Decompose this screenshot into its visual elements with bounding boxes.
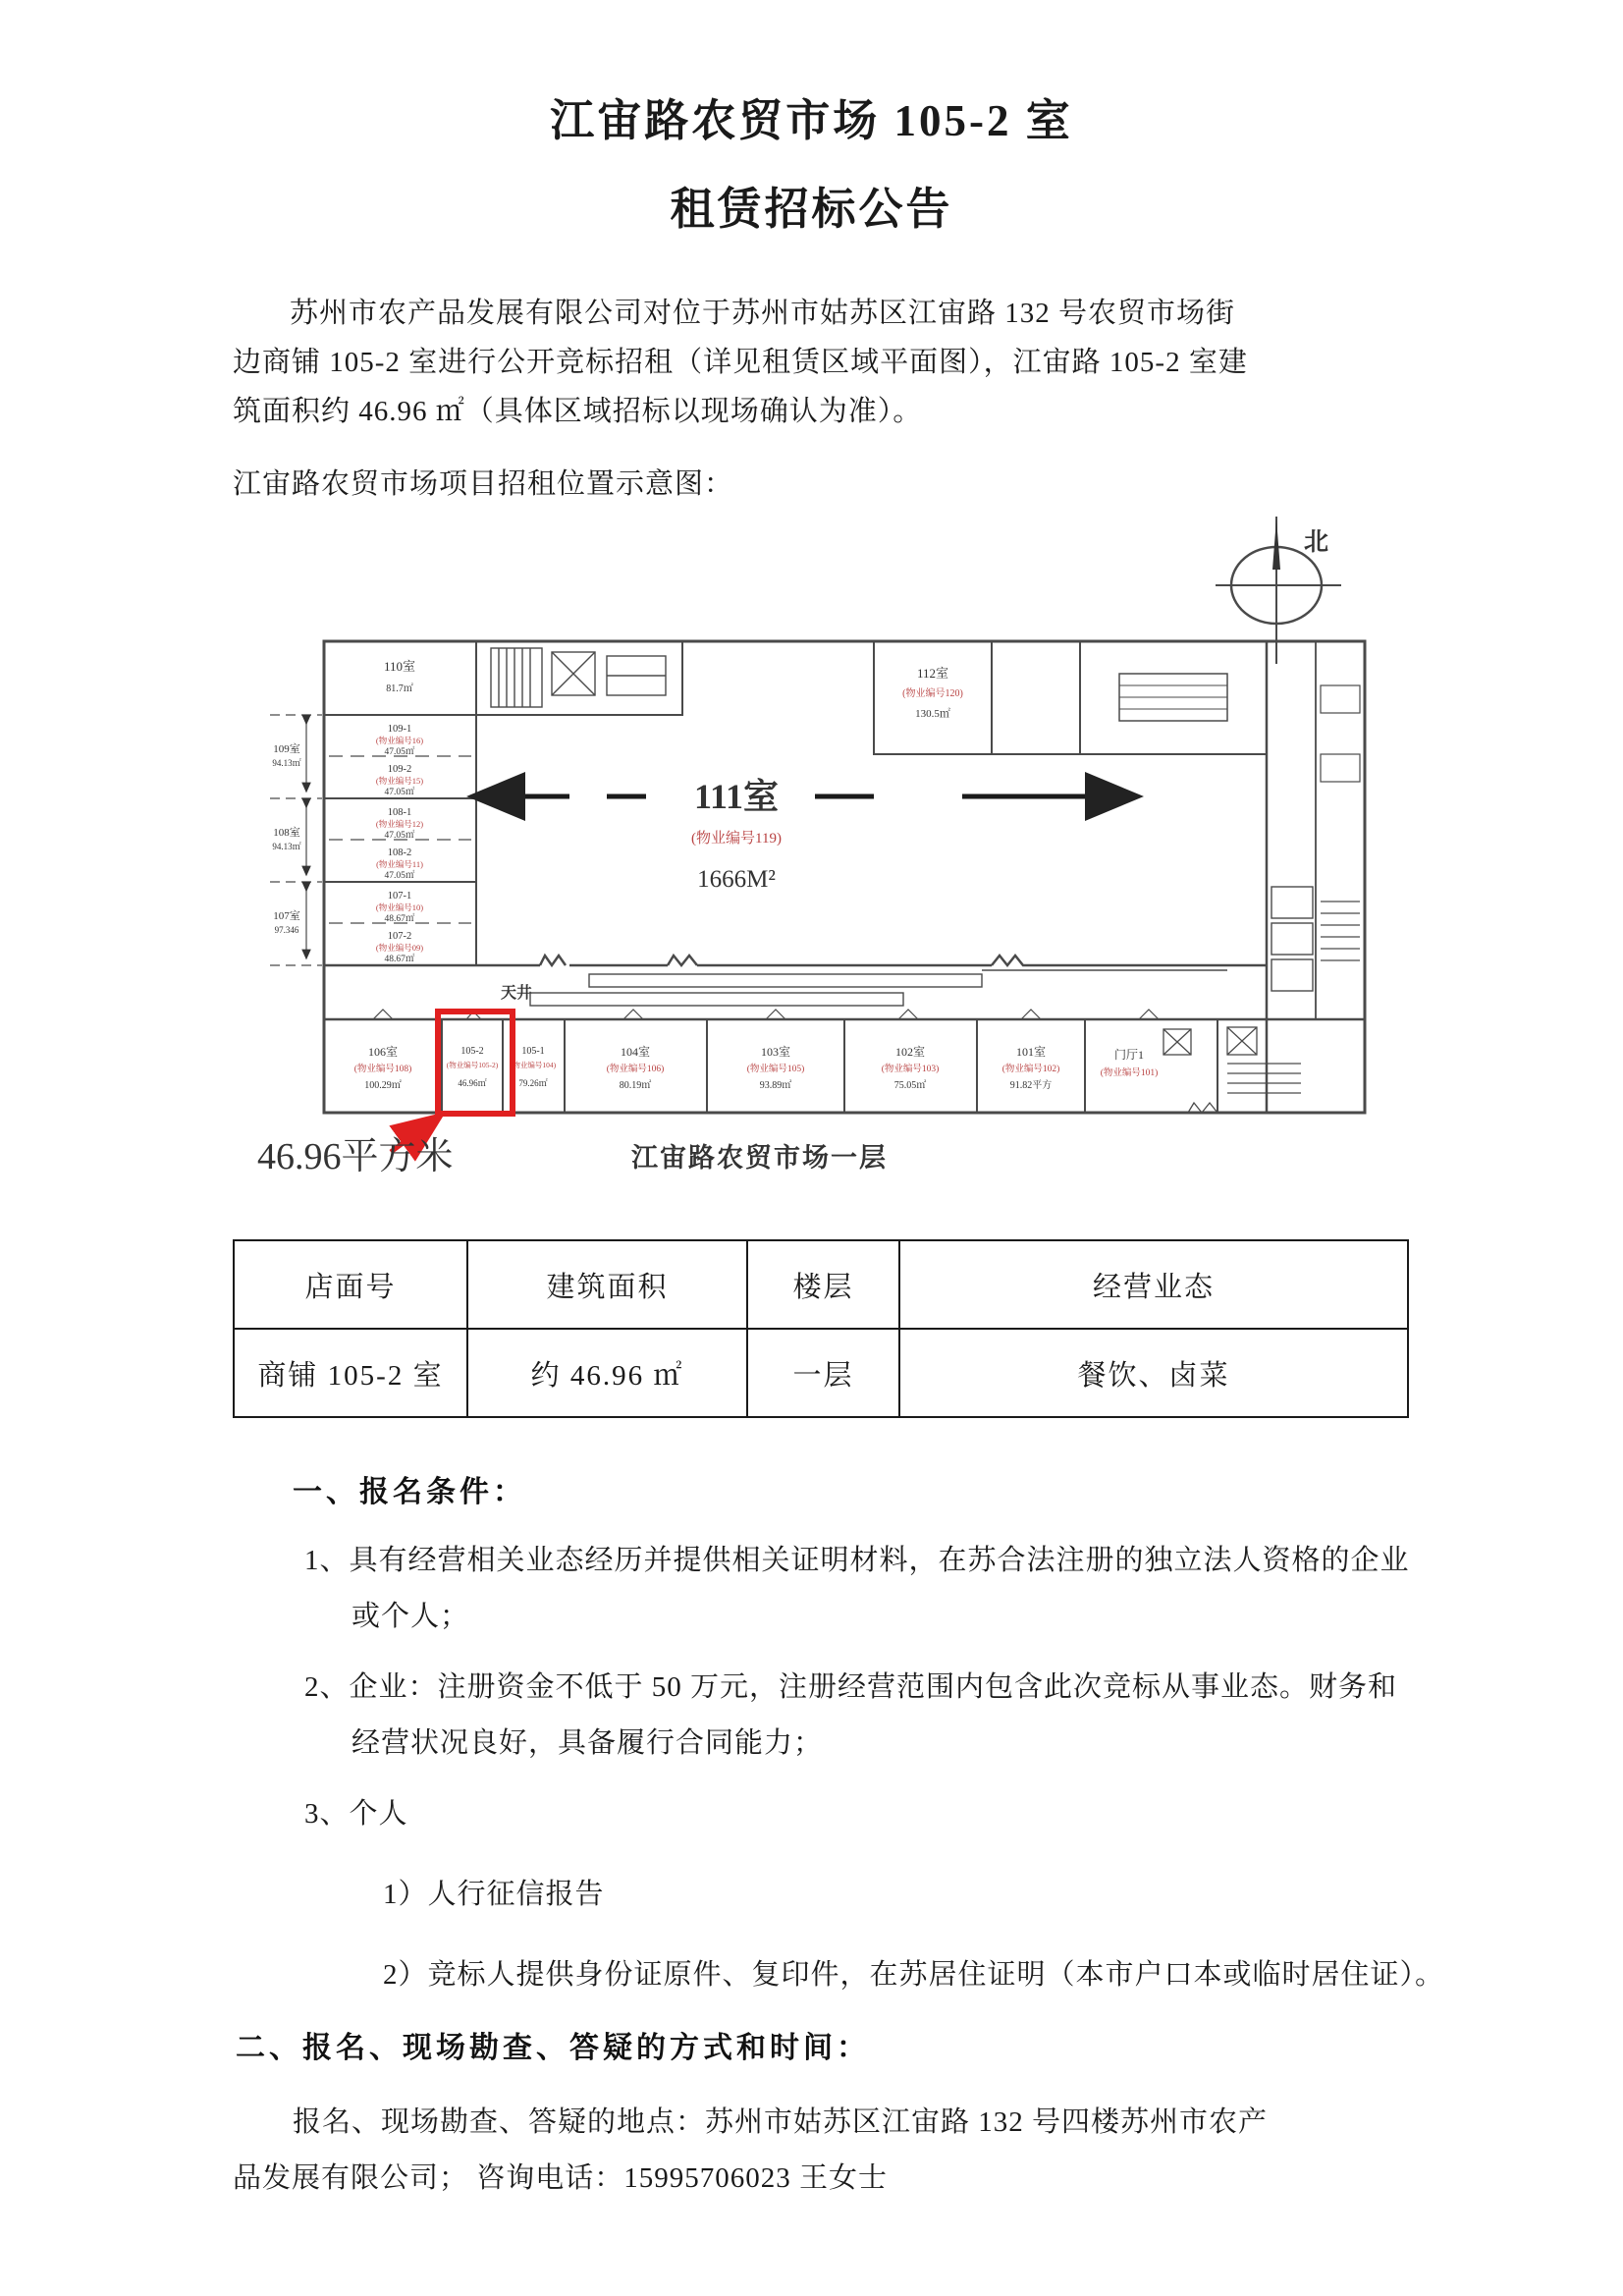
- room-109-1-name: 109-1: [387, 724, 412, 735]
- cell-shop-number: 商铺 105-2 室: [234, 1329, 467, 1417]
- shop-info-table: [233, 1239, 1409, 1418]
- room-108-1-code: (物业编号12): [375, 819, 424, 829]
- cell-floor: 一层: [747, 1329, 899, 1417]
- intro-line-1: 苏州市农产品发展有限公司对位于苏州市姑苏区江宙路 132 号农贸市场街: [290, 298, 1236, 329]
- section1-sub2: 2）竞标人提供身份证原件、复印件，在苏居住证明（本市户口本或临时居住证）。: [383, 1959, 1445, 1991]
- section2-line1: 报名、现场勘查、答疑的地点：苏州市姑苏区江宙路 132 号四楼苏州市农产: [293, 2106, 1269, 2138]
- room-107-1-code: (物业编号10): [375, 902, 424, 912]
- compass-north-label: 北: [1304, 529, 1329, 556]
- shop-101-code: (物业编号102): [1001, 1065, 1060, 1074]
- room-108-1-area: 47.05㎡: [384, 831, 415, 841]
- page-title-line2: 租赁招标公告: [670, 185, 953, 234]
- shop-labels: [354, 1044, 1159, 1091]
- section1-item1-line2: 或个人；: [352, 1601, 470, 1632]
- dim-107-name: 107室: [273, 910, 300, 922]
- section1-item2-line1: 2、企业：注册资金不低于 50 万元，注册经营范围内包含此次竞标从事业态。财务和: [304, 1671, 1398, 1703]
- shop-105-2-area: 46.96㎡: [458, 1078, 487, 1088]
- shop-103-code: (物业编号105): [746, 1065, 805, 1074]
- room-109-2-area: 47.05㎡: [384, 788, 415, 797]
- cell-business-type: 餐饮、卤菜: [899, 1329, 1408, 1417]
- room-110: [324, 641, 682, 715]
- shop-105-2-name: 105-2: [460, 1046, 484, 1057]
- room-109-1-code: (物业编号16): [375, 736, 424, 745]
- room-108-1-name: 108-1: [387, 807, 412, 818]
- shop-105-1-code: (物业编号104): [510, 1061, 557, 1069]
- shop-102-area: 75.05㎡: [893, 1080, 927, 1091]
- shop-106-area: 100.29㎡: [364, 1080, 402, 1091]
- header-floor: 楼层: [747, 1240, 899, 1329]
- shop-102-code: (物业编号103): [881, 1065, 940, 1074]
- section2-line2: 品发展有限公司； 咨询电话：15995706023 王女士: [233, 2162, 889, 2194]
- hall-area: 1666M²: [697, 866, 776, 893]
- shop-105-2-code: (物业编号105-2): [446, 1061, 499, 1069]
- dim-107-area: 97.346: [274, 925, 299, 935]
- plan-caption: 江宙路农贸市场一层: [631, 1143, 888, 1173]
- shop-103-area: 93.89㎡: [759, 1080, 792, 1091]
- shop-105-1-name: 105-1: [521, 1046, 545, 1057]
- room-112-area: 130.5㎡: [915, 708, 950, 720]
- section2-heading: 二、报名、现场勘查、答疑的方式和时间：: [236, 2032, 870, 2064]
- floor-plan-figure: [245, 509, 1434, 1188]
- room-107-1-name: 107-1: [387, 891, 412, 902]
- shop-105-1-area: 79.26㎡: [518, 1078, 548, 1088]
- dim-108-name: 108室: [273, 827, 300, 839]
- entrance-details: [1163, 1027, 1301, 1113]
- section1-heading: 一、报名条件：: [293, 1476, 526, 1508]
- hall-south-wall: [324, 956, 1267, 965]
- lobby-code: (物业编号101): [1100, 1068, 1159, 1078]
- page-title-line1: 江宙路农贸市场 105-2 室: [550, 96, 1073, 145]
- shop-104-area: 80.19㎡: [619, 1080, 652, 1091]
- shop-103-name: 103室: [760, 1045, 791, 1059]
- hall-name: 111室: [693, 777, 780, 816]
- room-107-2-code: (物业编号09): [375, 943, 424, 953]
- hall-code: (物业编号119): [691, 831, 782, 847]
- shop-104-code: (物业编号106): [606, 1065, 665, 1074]
- left-dimensions: [270, 715, 322, 965]
- room-107-2-area: 48.67㎡: [384, 955, 415, 964]
- shop-106-name: 106室: [367, 1045, 399, 1059]
- room-112: [874, 641, 992, 754]
- lobby-name: 门厅1: [1113, 1048, 1145, 1062]
- section1-item3: 3、个人: [304, 1798, 408, 1830]
- courtyard-label: 天井: [501, 985, 533, 1002]
- hall-111: [476, 777, 1134, 893]
- highlight-area-label: 46.96平方米: [257, 1136, 454, 1177]
- room-110-area: 81.7㎡: [386, 683, 413, 694]
- left-room-labels: [376, 724, 423, 964]
- shop-101-area: 91.82平方: [1009, 1080, 1053, 1091]
- section1-item2-line2: 经营状况良好，具备履行合同能力；: [352, 1727, 824, 1759]
- room-107-2-name: 107-2: [387, 931, 412, 942]
- cell-building-area: 约 46.96 ㎡: [467, 1329, 747, 1417]
- courtyard-strip: [501, 970, 1227, 1006]
- header-shop-number: 店面号: [234, 1240, 467, 1329]
- room-small-topright: [992, 641, 1080, 754]
- room-109-1-area: 47.05㎡: [384, 747, 415, 757]
- section1-sub1: 1）人行征信报告: [383, 1879, 605, 1910]
- left-room-column: [324, 715, 476, 965]
- room-108-2-code: (物业编号11): [376, 859, 423, 869]
- shop-102-name: 102室: [894, 1045, 926, 1059]
- room-107-1-area: 48.67㎡: [384, 914, 415, 924]
- right-annex: [1271, 641, 1360, 1019]
- shop-101-name: 101室: [1015, 1045, 1047, 1059]
- table-data-row: [234, 1329, 1408, 1417]
- room-108-2-area: 47.05㎡: [384, 871, 415, 881]
- room-112-code: (物业编号120): [902, 688, 963, 699]
- room-108-2-name: 108-2: [387, 847, 412, 858]
- floor-plan-drawing: [245, 509, 1434, 1188]
- plan-intro-caption: 江宙路农贸市场项目招租位置示意图：: [233, 468, 734, 500]
- header-business-type: 经营业态: [899, 1240, 1408, 1329]
- intro-line-3: 筑面积约 46.96 ㎡（具体区域招标以现场确认为准）。: [233, 396, 923, 427]
- section1-item1-line1: 1、具有经营相关业态经历并提供相关证明材料，在苏合法注册的独立法人资格的企业: [304, 1545, 1410, 1576]
- table-header-row: [234, 1240, 1408, 1329]
- dim-109-area: 94.13㎡: [272, 758, 301, 768]
- shop-106-code: (物业编号108): [353, 1065, 412, 1074]
- shop-104-name: 104室: [620, 1045, 651, 1059]
- stair-block-hatched: [1080, 641, 1267, 754]
- dim-108-area: 94.13㎡: [272, 842, 301, 851]
- dim-109-name: 109室: [273, 743, 300, 755]
- room-112-name: 112室: [916, 666, 949, 681]
- room-110-name: 110室: [383, 659, 416, 674]
- intro-line-2: 边商铺 105-2 室进行公开竞标招租（详见租赁区域平面图），江宙路 105-2 室建: [233, 347, 1248, 378]
- header-building-area: 建筑面积: [467, 1240, 747, 1329]
- room-109-2-code: (物业编号15): [375, 776, 424, 786]
- room-109-2-name: 109-2: [387, 764, 412, 775]
- shop-row: [324, 1010, 1365, 1113]
